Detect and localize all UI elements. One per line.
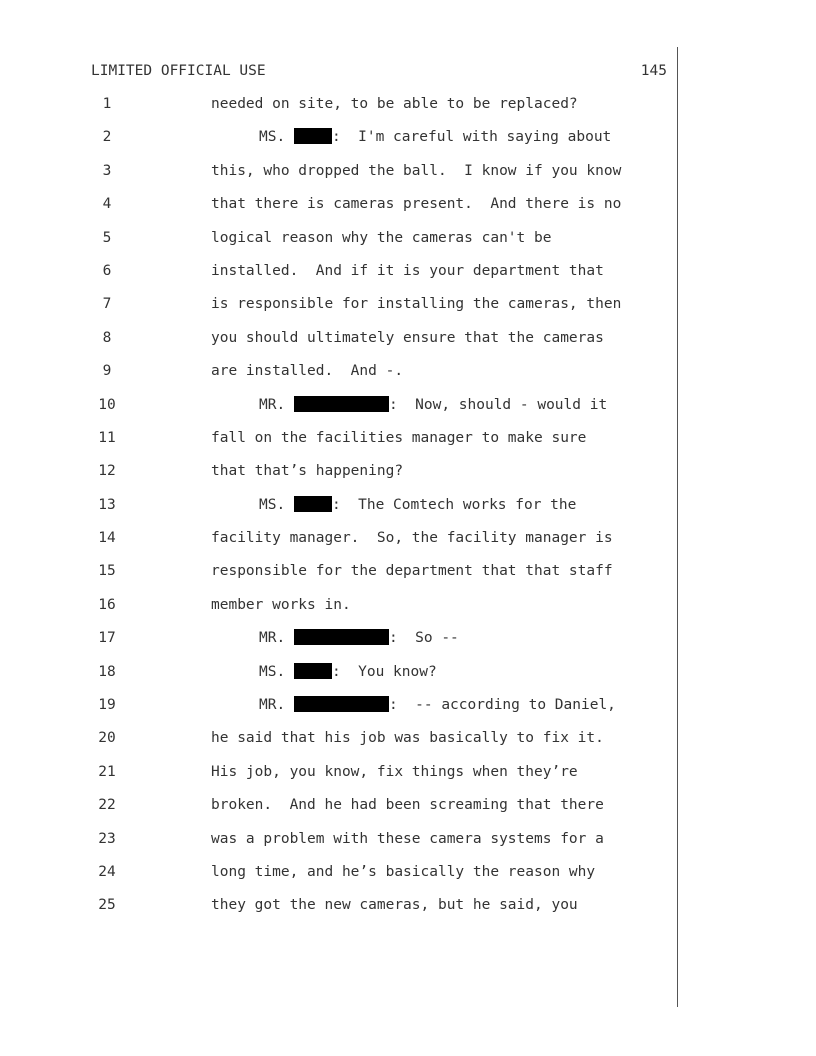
line-number: 16: [98, 596, 116, 613]
transcript-line: [0, 862, 676, 895]
transcript-line: [0, 695, 676, 728]
redaction-box: [294, 396, 389, 412]
line-text: installed. And if it is your department that: [211, 262, 604, 279]
line-text: broken. And he had been screaming that there: [211, 797, 604, 814]
transcript-line: [0, 795, 676, 828]
line-number: 3: [102, 162, 112, 179]
transcript-line: [0, 94, 676, 127]
line-number: 1: [102, 96, 112, 112]
speaker-line: [259, 628, 459, 648]
transcript-line: [0, 428, 676, 461]
redaction-box: [294, 696, 389, 712]
transcript-line: [0, 895, 676, 928]
line-number: 13: [98, 496, 116, 513]
line-text: long time, and he’s basically the reason why: [211, 863, 596, 880]
line-number: 15: [98, 563, 116, 580]
speech-text: : Now, should - would it: [388, 396, 608, 413]
transcript-line: [0, 127, 676, 160]
line-number: 20: [98, 730, 116, 747]
line-text: you should ultimately ensure that the cameras: [211, 329, 604, 346]
line-text: he said that his job was basically to fix it.: [211, 730, 604, 747]
line-text: responsible for the department that that staff: [211, 563, 613, 580]
line-number: 17: [98, 630, 116, 647]
line-number: 10: [98, 396, 116, 413]
line-number: 4: [102, 196, 112, 213]
line-number: 21: [98, 763, 116, 780]
line-text: His job, you know, fix things when they’re: [211, 763, 578, 780]
redaction-box: [294, 629, 389, 645]
line-number: 14: [98, 530, 116, 547]
line-number: 12: [98, 463, 116, 480]
line-number: 23: [98, 830, 116, 847]
line-text: fall on the facilities manager to make sure: [211, 429, 587, 446]
line-number: 24: [98, 863, 116, 880]
transcript-line: [0, 395, 676, 428]
transcript-line: [0, 528, 676, 561]
speaker-title: MS.: [259, 496, 286, 513]
redaction-box: [294, 128, 332, 144]
speech-text: : I'm careful with saying about: [331, 129, 612, 146]
line-text: is responsible for installing the cameras, then: [211, 296, 622, 313]
speaker-title: MR.: [259, 697, 286, 714]
transcript-line: [0, 728, 676, 761]
line-text: they got the new cameras, but he said, you: [211, 897, 578, 914]
page-header: [91, 61, 667, 81]
line-text: facility manager. So, the facility manager is: [211, 530, 613, 547]
right-margin-rule: [677, 47, 678, 1007]
transcript-line: [0, 161, 676, 194]
transcript-line: [0, 328, 676, 361]
speaker-line: [259, 127, 611, 147]
transcript-line: [0, 361, 676, 394]
line-text: that that’s happening?: [211, 463, 404, 480]
speech-text: : So --: [388, 630, 459, 647]
transcript-line: [0, 595, 676, 628]
classification-marking: LIMITED OFFICIAL USE: [91, 63, 266, 79]
speaker-line: [259, 695, 616, 715]
transcript-line: [0, 829, 676, 862]
line-number: 25: [98, 897, 116, 914]
transcript-line: [0, 194, 676, 227]
page-number: 145: [640, 63, 667, 79]
redaction-box: [294, 663, 332, 679]
line-text: needed on site, to be able to be replaced?: [211, 96, 578, 112]
line-text: logical reason why the cameras can't be: [211, 229, 552, 246]
line-number: 5: [102, 229, 112, 246]
line-number: 8: [102, 329, 112, 346]
line-number: 2: [102, 129, 112, 146]
speaker-line: [259, 395, 607, 415]
line-number: 7: [102, 296, 112, 313]
speaker-line: [259, 495, 576, 515]
line-text: this, who dropped the ball. I know if you know: [211, 162, 622, 179]
transcript-body: [0, 94, 676, 929]
line-text: member works in.: [211, 596, 351, 613]
speaker-title: MR.: [259, 396, 286, 413]
transcript-line: [0, 228, 676, 261]
speaker-title: MS.: [259, 663, 286, 680]
speech-text: : The Comtech works for the: [331, 496, 577, 513]
speaker-line: [259, 662, 437, 682]
speech-text: : You know?: [331, 663, 437, 680]
line-text: was a problem with these camera systems for a: [211, 830, 604, 847]
line-number: 18: [98, 663, 116, 680]
line-text: that there is cameras present. And there is no: [211, 196, 622, 213]
line-number: 9: [102, 363, 112, 380]
line-number: 22: [98, 797, 116, 814]
speaker-title: MR.: [259, 630, 286, 647]
redaction-box: [294, 496, 332, 512]
speaker-title: MS.: [259, 129, 286, 146]
transcript-line: [0, 662, 676, 695]
transcript-line: [0, 762, 676, 795]
transcript-line: [0, 561, 676, 594]
line-number: 19: [98, 697, 116, 714]
line-number: 6: [102, 262, 112, 279]
transcript-line: [0, 495, 676, 528]
transcript-line: [0, 461, 676, 494]
speech-text: : -- according to Daniel,: [388, 697, 616, 714]
transcript-line: [0, 628, 676, 661]
transcript-line: [0, 294, 676, 327]
line-text: are installed. And -.: [211, 363, 404, 380]
line-number: 11: [98, 429, 116, 446]
transcript-line: [0, 261, 676, 294]
